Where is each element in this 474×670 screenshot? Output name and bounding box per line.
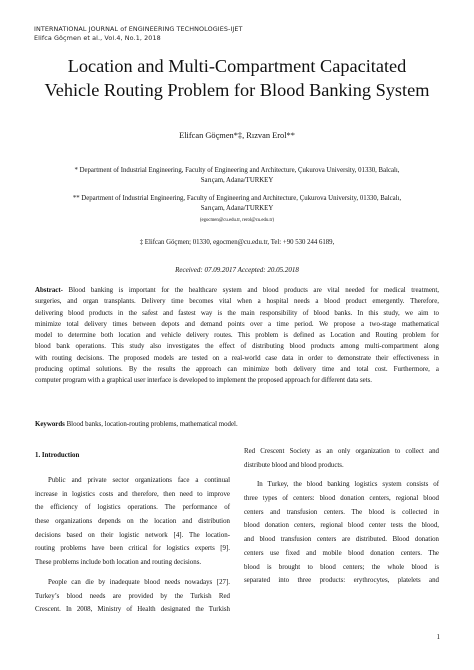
body-line: and blood transfusion centers are distributed. Blood donation	[244, 536, 439, 544]
abstract-line	[35, 285, 439, 296]
journal-header	[34, 25, 243, 42]
abstract	[35, 285, 439, 387]
body-line: blood donation centers, regional blood center tests the blood,	[244, 522, 439, 530]
right-column	[244, 445, 439, 588]
body-line: Red Crescent Society as an only organization to collect and	[244, 448, 439, 455]
body-line: the efficiency of logistics operations. The performance of	[35, 504, 230, 512]
affiliation-1	[30, 166, 444, 185]
corresponding-author: ‡ Elifcan Göçmen; 01330, egocmen@cu.edu.tr, Tel: +90 530 244 6189,	[139, 239, 335, 246]
affiliation-line: * Department of Industrial Engineering, Faculty of Engineering and Architecture, Çukurova University, 01330, Balcalı,	[74, 167, 400, 174]
page-number: 1	[436, 633, 440, 641]
title-line: Vehicle Routing Problem for Blood Banking System	[44, 80, 430, 100]
abstract-line: producing optimal solutions. By the results the approach can minimize both delivery time and total cost. Furthermore, a	[35, 366, 439, 374]
body-line: routing problems have been critical for logistics experts [9].	[35, 545, 230, 553]
section-heading: 1. Introduction	[35, 452, 80, 459]
keywords	[35, 421, 238, 428]
journal-citation: Elifca Göçmen et al., Vol.4, No.1, 2018	[34, 33, 161, 42]
body-line: distribute blood and blood products.	[244, 461, 344, 469]
body-line: People can die by inadequate blood needs nowadays [27].	[48, 578, 230, 586]
abstract-text: Blood banking is important for the healthcare system and blood products are vital needed for medical treatment,	[62, 287, 439, 294]
body-line: These problems include both location and routing decisions.	[35, 559, 202, 567]
keywords-text: Blood banks, location-routing problems, mathematical model.	[64, 421, 238, 428]
journal-name: INTERNATIONAL JOURNAL of ENGINEERING TECHNOLOGIES-IJET	[34, 25, 243, 33]
abstract-line: delivering blood products in the safest and fastest way is the main responsibility of blood banks. In this study, we aim to	[35, 309, 439, 317]
body-line: centers and transfusion centers. The blood is collected in	[244, 508, 439, 516]
abstract-label: Abstract-	[35, 287, 63, 294]
author-list: Elifcan Göçmen*‡, Rızvan Erol**	[179, 131, 295, 140]
abstract-line: computer program with a graphical user interface is developed to implement the proposed approach for different data sets.	[35, 377, 373, 385]
body-line: increase in logistics costs and therefore, then need to improve	[35, 490, 230, 498]
left-column	[35, 474, 230, 617]
body-line: decisions based on their logistic network [4]. The location-	[35, 531, 230, 539]
abstract-line: blood bank operations. This study also investigates the effect of distributing blood products among multi-compartment along	[35, 343, 439, 351]
title-line: Location and Multi-Compartment Capacitated	[67, 56, 407, 76]
affiliation-line: ** Department of Industrial Engineering, Faculty of Engineering and Architecture, Çukurova University, 01330, Balcalı,	[72, 195, 402, 202]
body-line: blood is brought to blood centers; the whole blood is	[244, 563, 439, 571]
body-line: Public and private sector organizations face a continual	[48, 477, 230, 484]
abstract-line: minimize total delivery times between depots and demand points over a time period. We propose a two-stage mathematical	[35, 320, 439, 328]
author-emails: (egocmen@cu.edu.tr, rerol@cu.edu.tr)	[199, 218, 275, 223]
abstract-line: with routing decisions. The proposed models are tested on a real-world case data in order to demonstrate their effectiveness in	[35, 354, 439, 362]
body-line: three types of centers: blood donation centers, regional blood	[244, 495, 439, 503]
affiliation-line: Sarıçam, Adana/TURKEY	[200, 176, 274, 184]
body-line: Turkey’s blood needs are provided by the Turkish Red	[35, 592, 230, 600]
body-line: centers use fixed and mobile blood donation centers. The	[244, 549, 439, 557]
affiliation-line: Sarıçam, Adana/TURKEY	[200, 204, 274, 212]
submission-dates: Received: 07.09.2017 Accepted: 20.05.2018	[175, 266, 299, 274]
body-line: Crescent. In 2008, Ministry of Health designated the Turkish	[35, 606, 230, 614]
abstract-line: surgeries, and organ transplants. Delivery time becomes vital when a hospital needs a blood product emergently. Therefore,	[35, 298, 439, 306]
body-line: these organizations depends on the location and distribution	[35, 518, 230, 526]
paper-title	[20, 54, 454, 102]
body-line: separated into three products: erythrocytes, platelets and	[244, 577, 439, 585]
abstract-line: model to determine both location and vehicle delivery routes. This problem is defined as Location and Routing problem for	[35, 332, 439, 340]
keywords-label: Keywords	[35, 421, 65, 428]
affiliation-2	[30, 194, 444, 213]
body-line: In Turkey, the blood banking logistics system consists of	[257, 481, 439, 489]
